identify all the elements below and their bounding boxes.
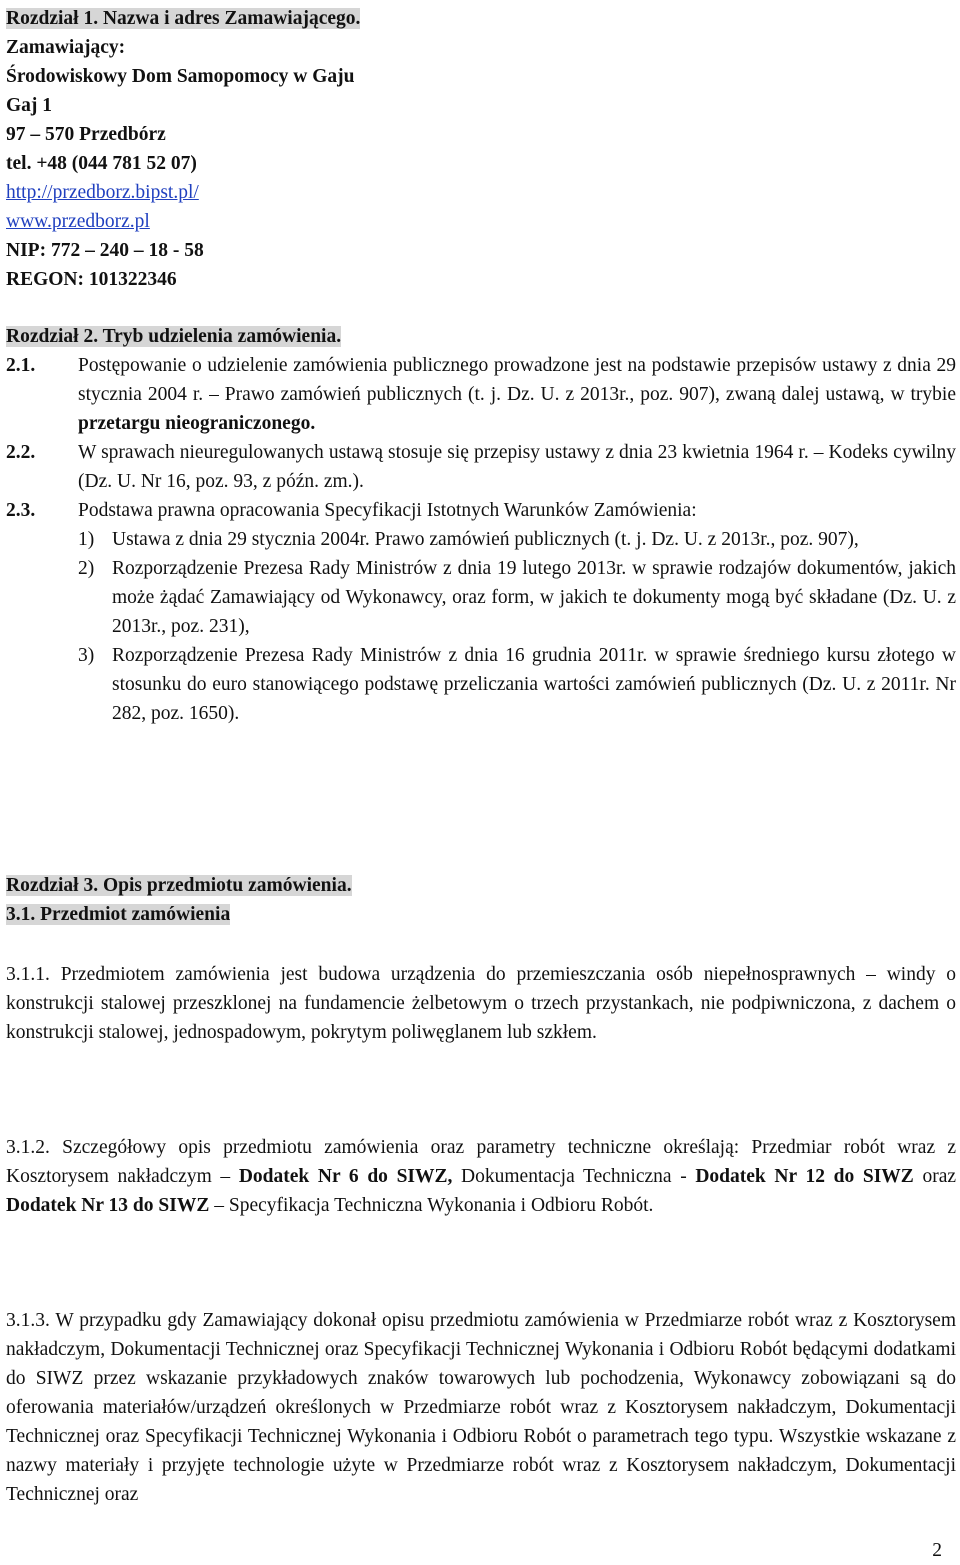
item-text: Postępowanie o udzielenie zamówienia publicznego prowadzone jest na podstawie przepisów ustawy z dnia 29 stycznia 2004 r. – Prawo zamówień publicznych (t. j. Dz. U. z 2013r., poz. 907), zwaną dalej ustawą, w trybie — [78, 355, 956, 405]
section-2-heading: Rozdział 2. Tryb udzielenia zamówienia. — [6, 326, 342, 347]
paragraph-text: – Specyfikacja Techniczna Wykonania i Odbioru Robót. — [209, 1195, 654, 1216]
paragraph-number: 3.1.3. — [6, 1310, 50, 1331]
list-item — [78, 641, 956, 728]
paragraph-text: oraz — [913, 1166, 957, 1187]
section-1-heading: Rozdział 1. Nazwa i adres Zamawiającego. — [6, 8, 361, 29]
section-3-1-subheading: 3.1. Przedmiot zamówienia — [6, 904, 231, 925]
section-1 — [6, 4, 956, 294]
website-link[interactable]: www.przedborz.pl — [6, 211, 150, 232]
paragraph-bold-text: Dodatek Nr 6 do SIWZ, — [238, 1166, 453, 1187]
section-3-heading: Rozdział 3. Opis przedmiotu zamówienia. — [6, 875, 352, 896]
list-number: 3) — [78, 645, 95, 666]
item-number: 2.1. — [6, 355, 36, 376]
contact-line: Zamawiający: — [6, 37, 126, 58]
item-2-2 — [6, 438, 956, 496]
item-2-1 — [6, 351, 956, 438]
list-number: 1) — [78, 529, 95, 550]
list-text: Rozporządzenie Prezesa Rady Ministrów z dnia 16 grudnia 2011r. w sprawie średniego kursu złotego w stosunku do euro stanowiącego podstawę przeliczania wartości zamówień publicznych (Dz. U. z 2011r. Nr 282, poz. 1650). — [112, 645, 956, 724]
paragraph-text: Przedmiotem zamówienia jest budowa urządzenia do przemieszczania osób niepełnosprawnych – windy o konstrukcji stalowej przeszklonej na fundamencie żelbetowym o trzech przystankach, nie podpiwniczona, z dachem o konstrukcji stalowej, jednospadowym, pokrytym poliwęglanem lub szkłem. — [6, 964, 957, 1043]
contact-line: Środowiskowy Dom Samopomocy w Gaju — [6, 66, 355, 87]
bip-link[interactable]: http://przedborz.bipst.pl/ — [6, 182, 199, 203]
item-number: 2.2. — [6, 442, 36, 463]
list-item — [78, 525, 956, 554]
paragraph-text: W przypadku gdy Zamawiający dokonał opisu przedmiotu zamówienia w Przedmiarze robót wraz z Kosztorysem nakładczym, Dokumentacji Technicznej oraz Specyfikacji Technicznej Wykonania i Odbioru Robót będącymi dodatkami do SIWZ przez wskazanie przykładowych znaków towarowych lub pochodzenia, Wykonawcy zobowiązani są do oferowania materiałów/urządzeń określonych w Przedmiarze robót wraz z Kosztorysem nakładczym, Dokumentacji Technicznej oraz Specyfikacji Technicznej Wykonania i Odbioru Robót o parametrach tego typu. Wszystkie wskazane z nazwy materiały i przyjęte technologie użyte w Przedmiarze robót wraz z Kosztorysem nakładczym, Dokumentacji Technicznej oraz — [6, 1310, 956, 1505]
regon-line: REGON: 101322346 — [6, 269, 177, 290]
contact-line: 97 – 570 Przedbórz — [6, 124, 166, 145]
paragraph-3-1-1 — [6, 960, 956, 1047]
item-text-end: . — [310, 413, 316, 434]
item-2-3 — [6, 496, 956, 525]
list-number: 2) — [78, 558, 95, 579]
item-bold-text: przetargu nieograniczonego — [78, 413, 311, 434]
paragraph-bold-text: Dodatek Nr 12 do SIWZ — [695, 1166, 914, 1187]
paragraph-number: 3.1.2. — [6, 1137, 50, 1158]
paragraph-text: Dokumentacja Techniczna - — [452, 1166, 696, 1187]
contact-line: tel. +48 (044 781 52 07) — [6, 153, 197, 174]
paragraph-3-1-2 — [6, 1133, 956, 1220]
paragraph-3-1-3 — [6, 1306, 956, 1509]
list-text: Rozporządzenie Prezesa Rady Ministrów z dnia 19 lutego 2013r. w sprawie rodzajów dokumentów, jakich może żądać Zamawiający od Wykonawcy, oraz form, w jakich te dokumenty mogą być składane (Dz. U. z 2013r., poz. 231), — [112, 558, 956, 637]
list-item — [78, 554, 956, 641]
paragraph-bold-text: Dodatek Nr 13 do SIWZ — [6, 1195, 210, 1216]
paragraph-text: Szczegółowy opis przedmiotu zamówienia oraz parametry techniczne określają: Przedmiar robót wraz z Kosztorysem nakładczym – — [6, 1137, 957, 1187]
item-text: Podstawa prawna opracowania Specyfikacji Istotnych Warunków Zamówienia: — [78, 500, 697, 521]
contact-line: Gaj 1 — [6, 95, 53, 116]
list-text: Ustawa z dnia 29 stycznia 2004r. Prawo zamówień publicznych (t. j. Dz. U. z 2013r., poz. 907), — [112, 529, 859, 550]
nip-line: NIP: 772 – 240 – 18 - 58 — [6, 240, 204, 261]
item-number: 2.3. — [6, 500, 36, 521]
page-number: 2 — [932, 1540, 942, 1561]
legal-basis-list — [78, 525, 956, 728]
paragraph-number: 3.1.1. — [6, 964, 50, 985]
section-2 — [6, 322, 956, 728]
section-3 — [6, 871, 956, 929]
item-text: W sprawach nieuregulowanych ustawą stosuje się przepisy ustawy z dnia 23 kwietnia 1964 r. – Kodeks cywilny (Dz. U. Nr 16, poz. 93, z późn. zm.). — [78, 442, 956, 492]
